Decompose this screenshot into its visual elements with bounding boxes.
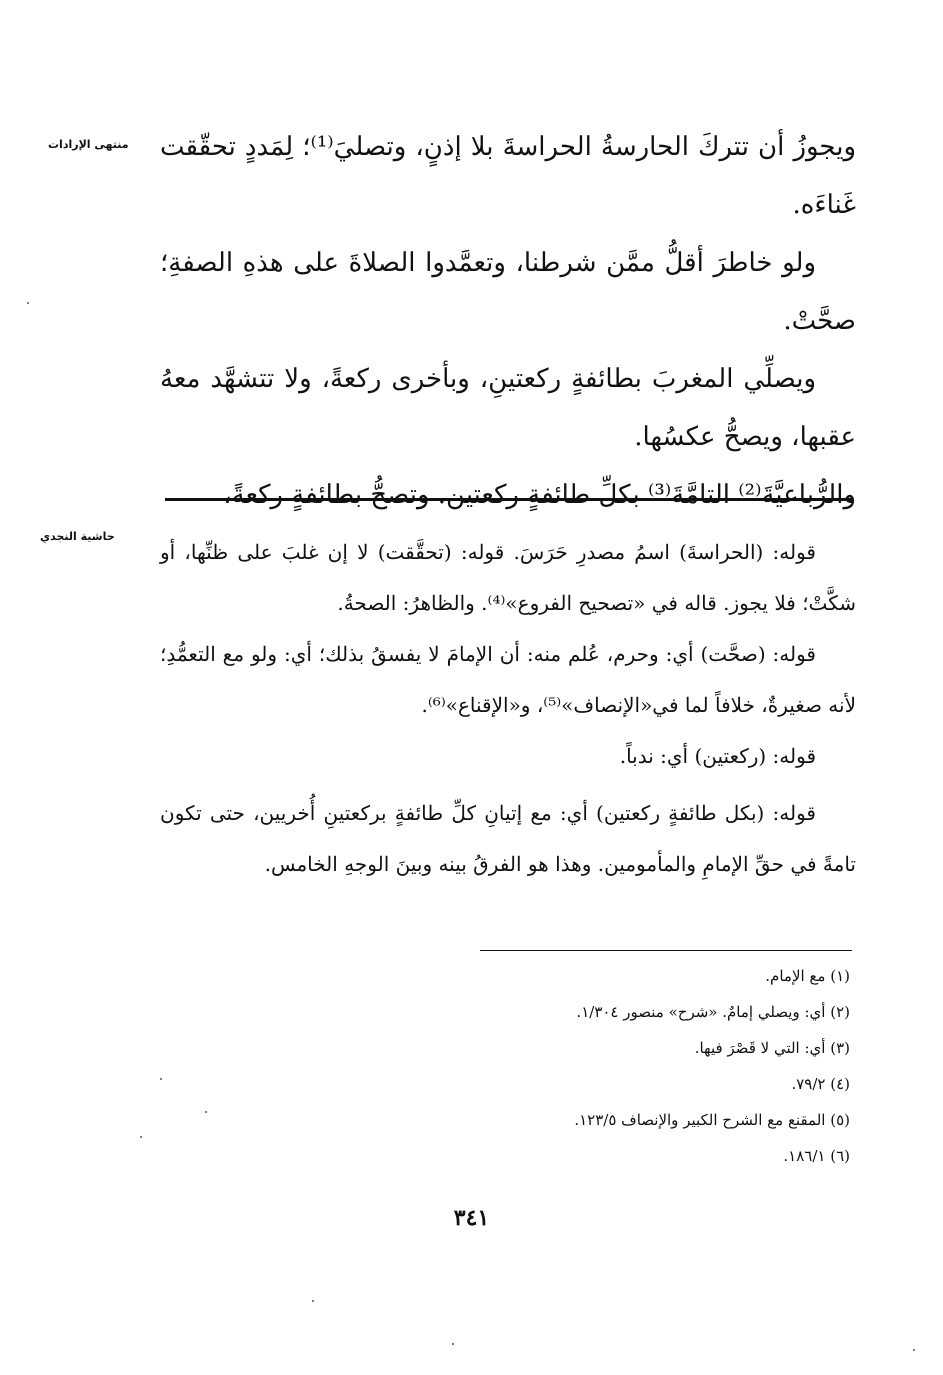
scan-speck: [205, 1111, 207, 1113]
commentary-paragraph: قوله: (ركعتين) أي: ندباً.: [619, 744, 816, 768]
footnote: (٤) ٧٩/٢.: [791, 1075, 850, 1093]
commentary-text: [160, 527, 856, 890]
main-text: [160, 118, 856, 524]
scan-speck: [452, 1343, 454, 1345]
main-paragraph: ويصلِّي المغربَ بطائفةٍ ركعتينِ، وبأخرى ركعةً، ولا تتشهَّد معهُ عقبها، ويصحُّ عكسُها.: [160, 364, 856, 452]
scan-speck: [140, 1136, 142, 1138]
main-paragraph: والرُّباعيَّةَ⁽²⁾ التامَّةَ⁽³⁾ بكلِّ طائفةٍ ركعتين. وتصحُّ بطائفةٍ ركعةً،: [223, 480, 856, 510]
footnote-divider: [480, 950, 852, 951]
footnote: (١) مع الإمام.: [765, 967, 850, 985]
footnote: (٣) أي: التي لا قَصْرَ فيها.: [694, 1039, 850, 1057]
scan-speck: [312, 1300, 314, 1302]
scan-speck: [160, 1078, 162, 1080]
footnote: (٢) أي: ويصلي إمامٌ. «شرح» منصور ١/٣٠٤.: [576, 1003, 850, 1021]
section-divider: [165, 498, 853, 501]
page-number: ٣٤١: [453, 1205, 490, 1231]
commentary-paragraph: قوله: (الحراسةَ) اسمُ مصدرِ حَرَسَ. قوله: (تحقَّقت) لا إن غلبَ على ظنِّها، أو شكَّتْ؛ فلا يجوز. قاله في «تصحيح الفروع»⁽⁴⁾. والظاهرُ: الصحةُ.: [160, 540, 856, 615]
hashiya-book-label: حاشية النجدي: [40, 530, 115, 543]
main-paragraph: ولو خاطرَ أقلُّ ممَّن شرطنا، وتعمَّدوا الصلاةَ على هذهِ الصفةِ؛ صحَّتْ.: [160, 248, 856, 336]
scan-speck: [913, 1349, 915, 1351]
footnotes: [380, 958, 850, 1174]
scan-speck: [27, 302, 29, 304]
footnote: (٦) ١٨٦/١.: [783, 1147, 850, 1165]
commentary-paragraph: قوله: (صحَّت) أي: وحرم، عُلم منه: أن الإمامَ لا يفسقُ بذلك؛ أي: ولو مع التعمُّدِ؛ لأنه صغيرةٌ، خلافاً لما في«الإنصاف»⁽⁵⁾، و«الإقناع»⁽⁶⁾.: [160, 642, 856, 717]
main-paragraph: ويجوزُ أن تتركَ الحارسةُ الحراسةَ بلا إذنٍ، وتصليَ⁽¹⁾؛ لِمَددٍ تحقّقت غَناءَه.: [160, 132, 857, 220]
commentary-paragraph: قوله: (بكل طائفةٍ ركعتين) أي: مع إتيانِ كلِّ طائفةٍ بركعتينِ أُخريين، حتى تكون تامةً في حقِّ الإمامِ والمأمومين. وهذا هو الفرقُ بينه وبينَ الوجهِ الخامس.: [160, 801, 856, 876]
matn-book-label: منتهى الإرادات: [48, 138, 129, 151]
footnote: (٥) المقنع مع الشرح الكبير والإنصاف ١٢٣/٥.: [574, 1111, 850, 1129]
